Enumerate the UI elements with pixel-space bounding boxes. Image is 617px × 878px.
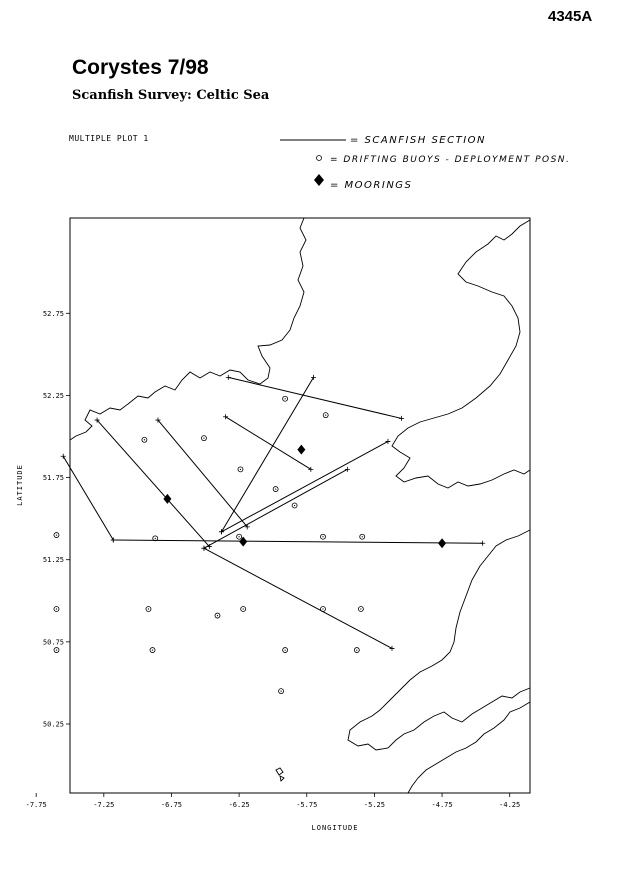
page-title: Corystes 7/98 bbox=[72, 56, 209, 79]
buoy-marker-center bbox=[155, 538, 156, 539]
buoy-marker-center bbox=[285, 649, 286, 650]
cornwall-coastline bbox=[408, 702, 530, 793]
scilly-isles bbox=[276, 768, 284, 781]
page-subtitle: Scanfish Survey: Celtic Sea bbox=[72, 88, 270, 103]
buoy-marker-center bbox=[285, 398, 286, 399]
legend-buoy-label: = DRIFTING BUOYS - DEPLOYMENT POSN. bbox=[330, 155, 571, 165]
x-tick-label: -4.75 bbox=[431, 801, 453, 809]
buoy-marker-center bbox=[322, 536, 323, 537]
x-tick-label: -4.25 bbox=[499, 801, 521, 809]
y-axis-label: LATITUDE bbox=[16, 464, 24, 506]
buoy-marker-center bbox=[56, 608, 57, 609]
section-endpoint-marker bbox=[311, 375, 316, 380]
scanfish-section-line bbox=[204, 548, 392, 648]
buoy-marker-center bbox=[56, 649, 57, 650]
scanfish-section-line bbox=[63, 456, 113, 540]
scanfish-section-line bbox=[222, 441, 388, 531]
section-endpoint-marker bbox=[226, 375, 231, 380]
section-endpoint-marker bbox=[223, 414, 228, 419]
buoy-marker-center bbox=[152, 649, 153, 650]
buoy-marker-center bbox=[362, 536, 363, 537]
section-endpoint-marker bbox=[399, 416, 404, 421]
section-endpoint-marker bbox=[385, 439, 390, 444]
buoy-marker-center bbox=[275, 488, 276, 489]
legend-buoy-icon bbox=[317, 156, 322, 161]
buoy-marker-center bbox=[322, 608, 323, 609]
section-endpoint-marker bbox=[219, 529, 224, 534]
y-tick-label: 51.25 bbox=[42, 556, 64, 565]
ireland-coastline bbox=[70, 218, 306, 440]
buoy-marker-center bbox=[280, 691, 281, 692]
scanfish-section-line bbox=[222, 377, 314, 531]
scanfish-section-line bbox=[113, 540, 482, 543]
buoy-marker-center bbox=[239, 536, 240, 537]
section-endpoint-marker bbox=[201, 546, 206, 551]
scanfish-sections bbox=[61, 375, 485, 651]
moorings bbox=[163, 445, 446, 549]
buoy-marker-center bbox=[356, 649, 357, 650]
wales-coastline bbox=[392, 220, 530, 488]
coastline-group bbox=[70, 218, 530, 793]
buoy-marker-center bbox=[148, 608, 149, 609]
buoy-marker-center bbox=[325, 415, 326, 416]
x-tick-label: -7.75 bbox=[25, 801, 47, 809]
section-endpoint-marker bbox=[308, 467, 313, 472]
plot-frame bbox=[70, 218, 530, 793]
mooring-marker bbox=[438, 538, 446, 548]
x-tick-label: -6.25 bbox=[228, 801, 250, 809]
x-tick-label: -5.75 bbox=[296, 801, 318, 809]
scanfish-section-line bbox=[97, 420, 209, 546]
buoy-marker-center bbox=[203, 438, 204, 439]
y-tick-label: 51.75 bbox=[42, 474, 64, 483]
axis-ticks bbox=[26, 310, 521, 809]
buoy-marker-center bbox=[360, 608, 361, 609]
section-endpoint-marker bbox=[390, 646, 395, 651]
y-tick-label: 50.75 bbox=[42, 638, 64, 647]
buoy-marker-center bbox=[240, 469, 241, 470]
y-tick-label: 52.25 bbox=[42, 391, 64, 400]
legend-mooring-label: = MOORINGS bbox=[330, 180, 413, 191]
x-axis-label: LONGITUDE bbox=[311, 824, 359, 832]
buoy-marker-center bbox=[243, 608, 244, 609]
section-endpoint-marker bbox=[61, 454, 66, 459]
legend-mooring-icon bbox=[314, 174, 324, 186]
section-endpoint-marker bbox=[111, 538, 116, 543]
y-tick-label: 52.75 bbox=[42, 309, 64, 318]
buoy-marker-center bbox=[56, 534, 57, 535]
scanfish-section-line bbox=[228, 377, 401, 418]
document-id: 4345A bbox=[548, 8, 593, 25]
buoy-marker-center bbox=[217, 615, 218, 616]
section-endpoint-marker bbox=[345, 467, 350, 472]
legend bbox=[280, 135, 570, 191]
mooring-marker bbox=[297, 445, 305, 455]
section-endpoint-marker bbox=[480, 541, 485, 546]
buoy-marker-center bbox=[294, 505, 295, 506]
x-tick-label: -7.25 bbox=[93, 801, 115, 809]
legend-section-label: = SCANFISH SECTION bbox=[350, 135, 487, 146]
y-tick-label: 50.25 bbox=[42, 720, 64, 729]
x-tick-label: -5.25 bbox=[363, 801, 385, 809]
scanfish-section-line bbox=[226, 417, 311, 470]
x-tick-label: -6.75 bbox=[160, 801, 183, 809]
plot-label: MULTIPLE PLOT 1 bbox=[69, 134, 149, 143]
mooring-marker bbox=[239, 537, 247, 547]
buoy-marker-center bbox=[144, 439, 145, 440]
